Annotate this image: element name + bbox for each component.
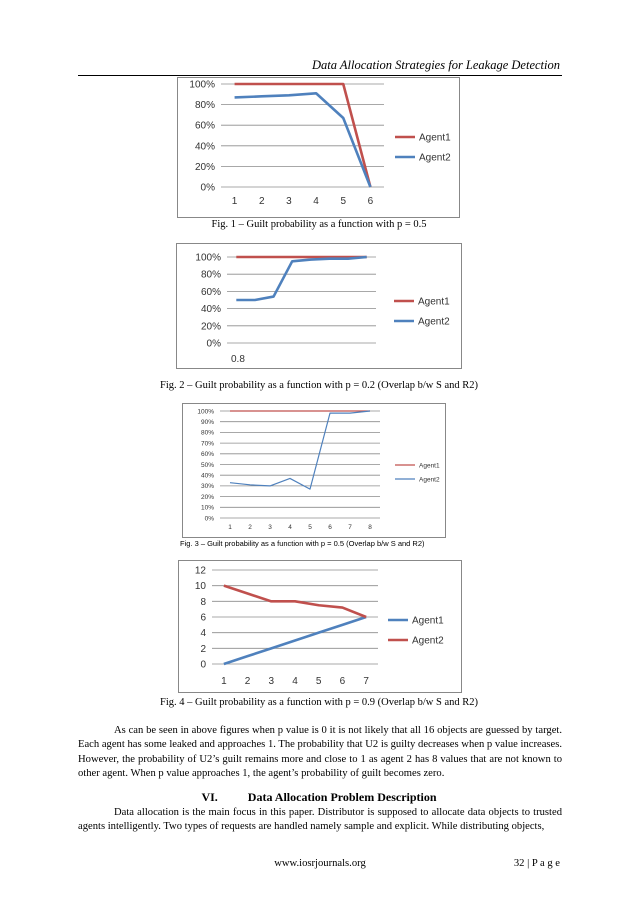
y-tick-label: 6 <box>200 612 206 624</box>
figure-2-chart <box>176 243 462 369</box>
y-tick-label: 10% <box>200 504 214 512</box>
x-tick-label: 0.8 <box>231 354 245 365</box>
figure-3-chart <box>182 403 446 538</box>
x-tick-label: 2 <box>248 524 252 531</box>
y-tick-label: 4 <box>200 628 206 640</box>
footer-website: www.iosrjournals.org <box>274 858 366 869</box>
running-header: Data Allocation Strategies for Leakage Detection <box>312 58 560 72</box>
y-tick-label: 100% <box>189 79 215 91</box>
chart-border <box>179 561 462 693</box>
y-tick-label: 2 <box>200 643 206 655</box>
body-paragraph-2: Data allocation is the main focus in this paper. Distributor is supposed to allocate data objects to trusted agents intelligently. Two types of requests are handled namely sample and explicit. While distributing objects, <box>78 807 562 833</box>
x-tick-label: 2 <box>258 196 265 207</box>
y-tick-label: 50% <box>200 461 214 469</box>
y-tick-label: 80% <box>200 269 221 281</box>
x-tick-label: 1 <box>221 676 227 687</box>
x-tick-label: 3 <box>286 196 292 207</box>
x-tick-label: 8 <box>368 524 372 531</box>
x-tick-label: 1 <box>231 196 238 207</box>
y-tick-label: 20% <box>194 161 215 173</box>
x-tick-label: 7 <box>363 676 369 687</box>
x-tick-label: 6 <box>328 524 332 531</box>
section-heading <box>0 790 638 805</box>
x-tick-label: 2 <box>244 676 251 687</box>
x-tick-label: 3 <box>268 676 275 687</box>
x-tick-label: 5 <box>340 196 347 207</box>
y-tick-label: 0 <box>200 659 206 671</box>
x-tick-label: 5 <box>308 524 312 531</box>
figure-2-caption: Fig. 2 – Guilt probability as a function with p = 0.2 (Overlap b/w S and R2) <box>160 380 478 391</box>
y-tick-label: 12 <box>194 565 206 577</box>
y-tick-label: 100% <box>197 408 214 416</box>
x-tick-label: 4 <box>288 524 292 531</box>
y-tick-label: 40% <box>200 304 221 316</box>
legend-label: Agent2 <box>419 152 451 164</box>
y-tick-label: 40% <box>194 141 215 153</box>
y-tick-label: 80% <box>194 100 215 112</box>
figure-3-svg <box>182 403 446 538</box>
x-tick-label: 4 <box>292 676 298 687</box>
x-tick-label: 6 <box>367 196 374 207</box>
y-tick-label: 20% <box>200 493 214 501</box>
section-title: Data Allocation Problem Description <box>247 790 437 804</box>
x-tick-label: 5 <box>315 676 322 687</box>
figure-4-chart <box>178 560 462 693</box>
y-tick-label: 80% <box>200 429 214 437</box>
x-tick-label: 7 <box>348 524 352 531</box>
header-rule <box>78 75 562 76</box>
figure-3-caption: Fig. 3 – Guilt probability as a function with p = 0.5 (Overlap b/w S and R2) <box>180 539 425 548</box>
chart-border <box>183 404 446 538</box>
figure-4-caption: Fig. 4 – Guilt probability as a function with p = 0.9 (Overlap b/w S and R2) <box>160 697 478 708</box>
y-tick-label: 100% <box>195 252 221 264</box>
footer-page-number: 32 | P a g e <box>513 858 560 869</box>
y-tick-label: 8 <box>200 596 206 608</box>
figure-4-svg <box>178 560 462 693</box>
y-tick-label: 60% <box>200 286 221 298</box>
y-tick-label: 30% <box>200 483 214 491</box>
x-tick-label: 4 <box>313 196 319 207</box>
legend-label: Agent2 <box>412 635 444 647</box>
x-tick-label: 6 <box>339 676 346 687</box>
figure-1-chart <box>177 77 460 218</box>
y-tick-label: 40% <box>200 472 214 480</box>
y-tick-label: 90% <box>200 418 214 426</box>
y-tick-label: 0% <box>204 515 214 523</box>
legend-label: Agent1 <box>418 296 450 308</box>
figure-1-svg <box>177 77 460 218</box>
section-number: VI. <box>201 790 218 804</box>
legend-label: Agent1 <box>419 132 451 144</box>
legend-label: Agent1 <box>419 462 440 470</box>
y-tick-label: 0% <box>206 338 221 350</box>
legend-label: Agent2 <box>418 316 450 328</box>
figure-1-caption: Fig. 1 – Guilt probability as a function with p = 0.5 <box>211 219 427 230</box>
legend-label: Agent1 <box>412 615 444 627</box>
x-tick-label: 3 <box>268 524 272 531</box>
y-tick-label: 70% <box>200 440 214 448</box>
y-tick-label: 60% <box>194 120 215 132</box>
y-tick-label: 10 <box>194 581 206 593</box>
y-tick-label: 0% <box>200 182 215 194</box>
legend-label: Agent2 <box>419 476 440 484</box>
x-tick-label: 1 <box>228 524 232 531</box>
y-tick-label: 60% <box>200 451 214 459</box>
figure-2-svg <box>176 243 462 369</box>
y-tick-label: 20% <box>200 321 221 333</box>
body-paragraph-1: As can be seen in above figures when p value is 0 it is not likely that all 16 objects are guessed by target. Each agent has some leaked and approaches 1. The probability that U2 is guilty decreases when p value increases. However, the probability of U2’s guilt remains more and close to 1 as agent 2 has 8 values that are not known to other agent. When p value approaches 1, the agent’s probability of guilt becomes zero. <box>78 725 562 780</box>
